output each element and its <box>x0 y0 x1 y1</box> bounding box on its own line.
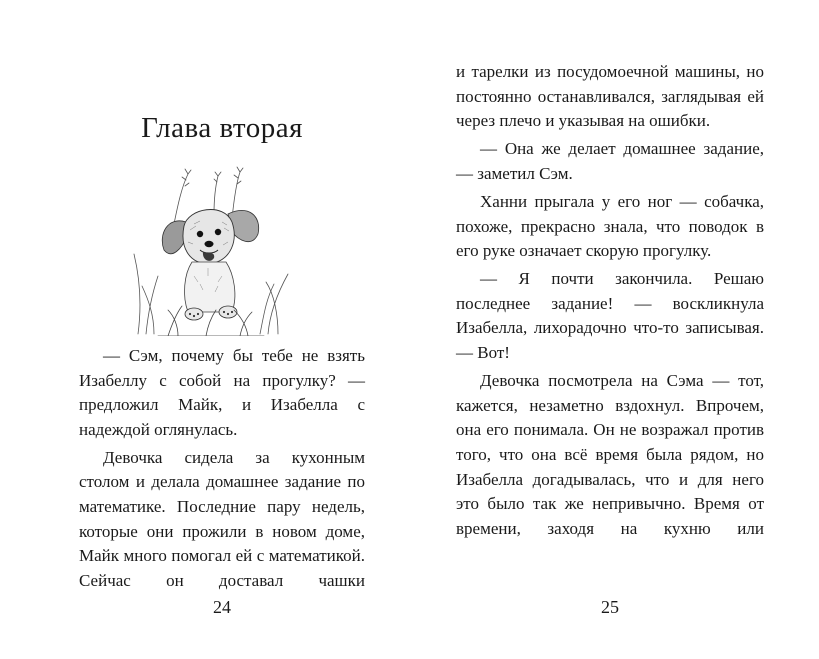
paragraph: — Она же делает домашнее задание, — заметил Сэм. <box>456 139 764 183</box>
paragraph: Ханни прыгала у его ног — собачка, похоже, прекрасно знала, что поводок в его руке означает скорую прогулку. <box>456 191 764 261</box>
page-number: 24 <box>213 597 231 617</box>
paragraph: — Я почти закончила. Решаю последнее задание! — воскликнула Изабелла, лихорадочно что-то записывая. — Вот! <box>456 269 764 363</box>
paragraph: — Сэм, почему бы тебе не взять Изабеллу с собой на прогулку? — предложил Майк, и Изабелла с надеждой оглянулась. <box>79 346 365 439</box>
page-number: 25 <box>601 597 619 617</box>
paragraph: Девочка посмотрела на Сэма — тот, кажется, незаметно вздохнул. Впрочем, она его понимала. Он не возражал против того, что она всё время была рядом, но Изабелла догадывалась, что и для него это было так же непривычно. Время от времени, заходя на кухню или <box>456 371 764 538</box>
left-page-text <box>79 344 365 593</box>
puppy-in-grass-illustration <box>128 164 294 336</box>
paragraph: Девочка сидела за кухонным столом и делала домашнее задание по математике. Последние пару недель, которые они прожили в новом доме, Майк много помогал ей с математикой. Сейчас он доставал чашки <box>79 447 365 590</box>
right-page-text <box>456 60 764 541</box>
paragraph: и тарелки из посудомоечной машины, но постоянно останавливался, заглядывая ей через плечо и указывая на ошибки. <box>456 62 764 131</box>
chapter-title: Глава вторая <box>141 112 303 144</box>
